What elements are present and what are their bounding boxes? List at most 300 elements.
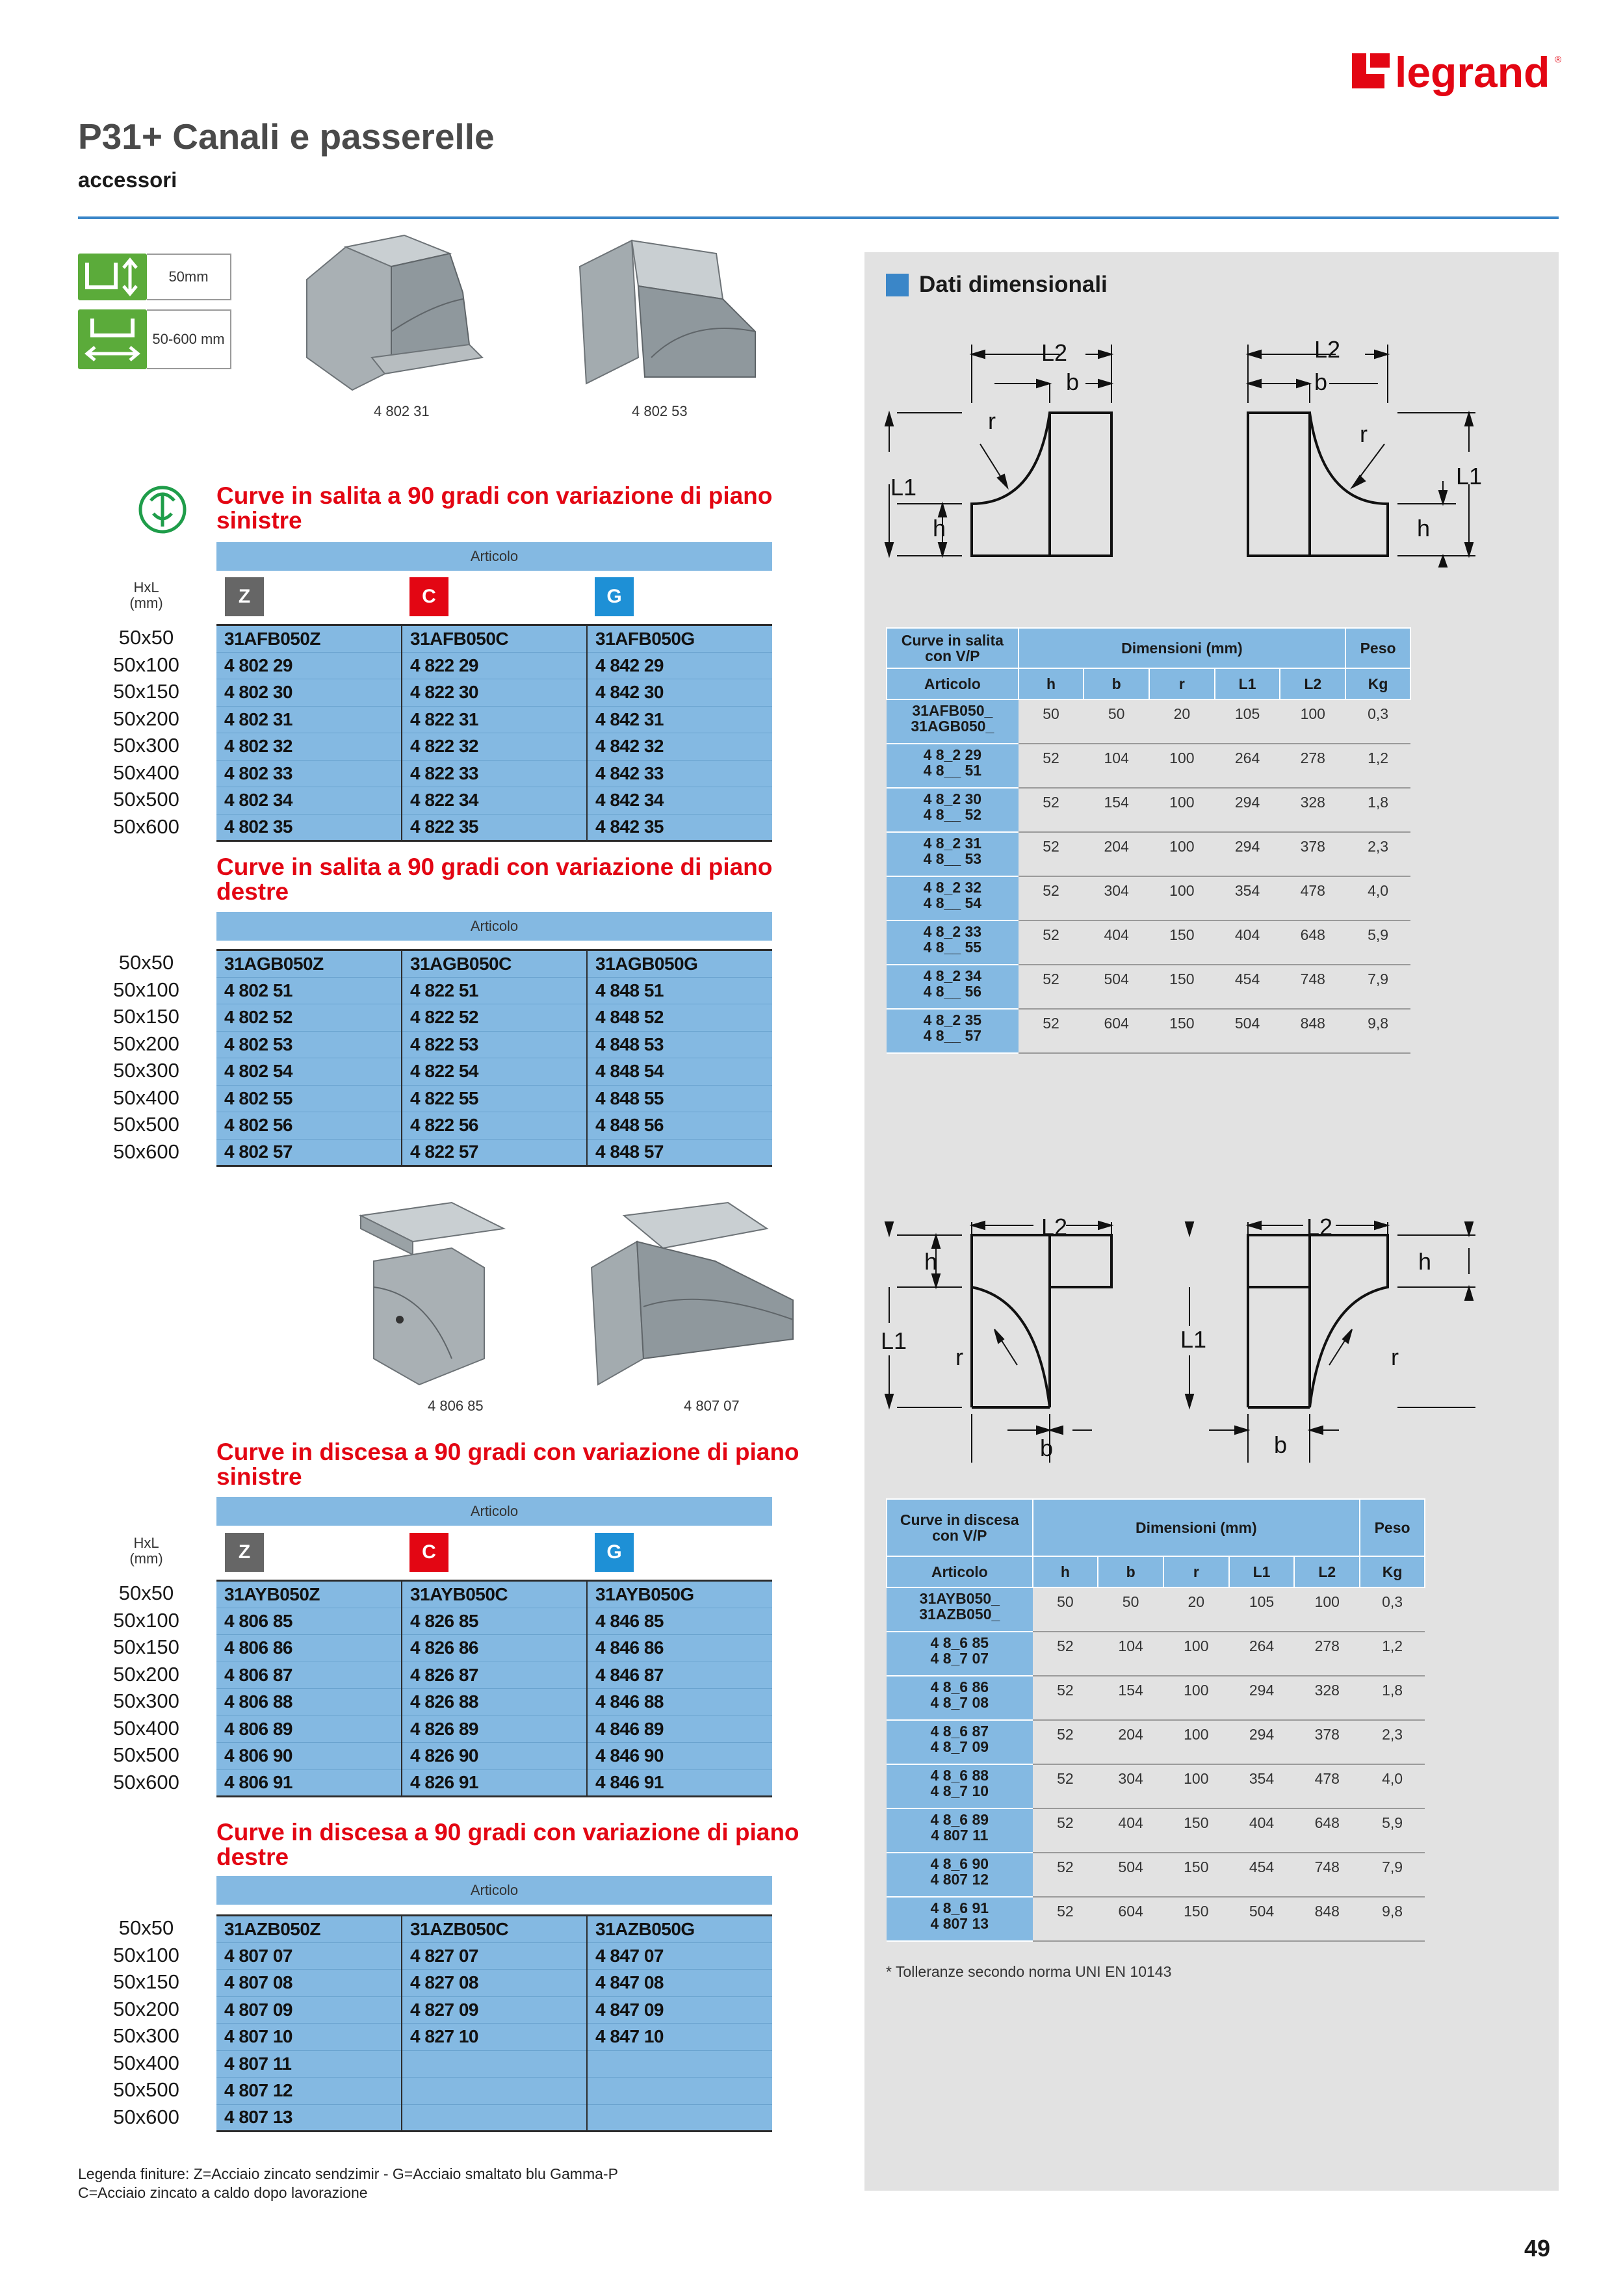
height-spec (78, 254, 231, 300)
article-cell (887, 699, 1019, 744)
table-row (216, 1662, 772, 1689)
dim-cell: 50 (1084, 699, 1149, 744)
table-row (216, 2050, 772, 2078)
code-cell: 4 842 33 (587, 760, 772, 787)
code-cell: 4 846 85 (587, 1608, 772, 1635)
finish-legend (78, 2165, 618, 2202)
dim-cell: 52 (1033, 1632, 1098, 1676)
width-spec (78, 309, 231, 369)
code-cell: 4 807 08 (216, 1970, 402, 1997)
page-subtitle: accessori (78, 168, 177, 192)
table-row (216, 1996, 772, 2024)
col-header: Peso (1345, 628, 1410, 668)
size-cell: 50x500 (113, 1113, 179, 1136)
height-icon (78, 254, 147, 300)
article-code: 4 8_2 30 (923, 790, 982, 807)
code-cell: 31AFB050C (402, 625, 587, 653)
dim-cell: 52 (1033, 1853, 1098, 1897)
code-cell: 4 842 35 (587, 814, 772, 841)
dim-cell: 404 (1098, 1808, 1163, 1853)
width-label: 50-600 mm (147, 309, 231, 369)
image-caption: 4 807 07 (684, 1398, 740, 1414)
size-cell: 50x300 (113, 2024, 179, 2047)
article-code: 4 8_6 90 (930, 1855, 989, 1872)
product-image-4-807-07 (572, 1190, 806, 1398)
col-subheader: h (1033, 1556, 1098, 1587)
weight-cell: 1,2 (1360, 1632, 1425, 1676)
dim-cell: 100 (1149, 832, 1215, 876)
article-code: 4 8_6 91 (930, 1899, 989, 1916)
size-column (88, 1914, 205, 2130)
table-row (216, 1635, 772, 1662)
article-cell (887, 1009, 1019, 1053)
dim-label: L2 (1041, 339, 1068, 366)
article-code: 4 8__ 52 (923, 806, 982, 823)
size-cell: 50x600 (113, 1770, 179, 1794)
table-row (887, 1764, 1425, 1808)
code-cell: 4 822 55 (402, 1085, 587, 1112)
article-cell (887, 1808, 1033, 1853)
finish-z-badge: Z (225, 1533, 264, 1572)
code-cell: 4 827 10 (402, 2024, 587, 2051)
code-cell: 4 802 57 (216, 1139, 402, 1166)
articolo-header: Articolo (216, 1876, 772, 1905)
code-cell: 4 848 57 (587, 1139, 772, 1166)
dim-cell: 294 (1229, 1720, 1295, 1764)
dim-cell: 378 (1294, 1720, 1360, 1764)
code-cell: 4 822 35 (402, 814, 587, 841)
table-row (216, 1715, 772, 1743)
code-cell: 4 848 55 (587, 1085, 772, 1112)
tolerance-note: * Tolleranze secondo norma UNI EN 10143 (886, 1963, 1172, 1980)
finish-z-badge: Z (225, 577, 264, 616)
code-cell: 4 822 57 (402, 1139, 587, 1166)
article-code: 4 8_2 33 (923, 923, 982, 940)
code-cell (402, 2104, 587, 2132)
dim-cell: 648 (1294, 1808, 1360, 1853)
section-title-discesa-sinistre: Curve in discesa a 90 gradi con variazione di piano sinistre (216, 1439, 799, 1490)
panel-title (886, 272, 1108, 298)
size-column (88, 1580, 205, 1795)
article-code: 4 8_7 09 (930, 1738, 989, 1755)
article-cell (887, 744, 1019, 788)
dim-cell: 52 (1019, 744, 1084, 788)
weight-cell: 2,3 (1360, 1720, 1425, 1764)
size-cell: 50x200 (113, 1032, 179, 1055)
dim-label: b (1274, 1431, 1288, 1458)
dim-cell: 52 (1019, 788, 1084, 832)
dim-cell: 404 (1215, 920, 1280, 965)
article-code: 4 8_2 34 (923, 967, 982, 984)
size-cell: 50x150 (113, 1636, 179, 1658)
dim-cell: 150 (1163, 1897, 1229, 1941)
dim-cell: 100 (1280, 699, 1345, 744)
code-cell: 4 846 89 (587, 1715, 772, 1743)
weight-cell: 5,9 (1345, 920, 1410, 965)
table-row (887, 832, 1410, 876)
article-code: 4 8_6 86 (930, 1678, 989, 1695)
code-cell: 4 842 31 (587, 706, 772, 733)
size-column (88, 949, 205, 1165)
size-cell: 50x500 (113, 788, 179, 811)
table-row (887, 1676, 1425, 1720)
table-row (887, 920, 1410, 965)
col-subheader: L1 (1229, 1556, 1295, 1587)
dim-label: L2 (1306, 1214, 1333, 1240)
size-cell: 50x150 (113, 680, 179, 703)
dim-cell: 504 (1084, 965, 1149, 1009)
code-cell: 4 848 54 (587, 1058, 772, 1086)
dim-cell: 100 (1149, 744, 1215, 788)
weight-cell: 4,0 (1360, 1764, 1425, 1808)
square-bullet-icon (886, 274, 909, 296)
dim-cell: 52 (1019, 920, 1084, 965)
code-cell: 4 827 07 (402, 1942, 587, 1970)
article-code: 4 8__ 54 (923, 894, 982, 911)
code-cell: 4 842 29 (587, 652, 772, 679)
table-row (887, 1587, 1425, 1632)
dim-cell: 150 (1149, 920, 1215, 965)
article-cell (887, 1897, 1033, 1941)
table-row (216, 2078, 772, 2105)
code-cell: 31AYB050G (587, 1581, 772, 1608)
article-code: 4 8_7 10 (930, 1782, 989, 1799)
article-code: 4 8__ 57 (923, 1027, 982, 1044)
code-cell: 4 806 89 (216, 1715, 402, 1743)
dim-label: b (1066, 369, 1080, 395)
section-title-salita-sinistre: Curve in salita a 90 gradi con variazione di piano sinistre (216, 482, 773, 534)
code-cell: 4 826 88 (402, 1689, 587, 1716)
dim-cell: 328 (1294, 1676, 1360, 1720)
table-row (216, 1139, 772, 1166)
code-cell: 4 846 90 (587, 1743, 772, 1770)
weight-cell: 9,8 (1360, 1897, 1425, 1941)
table-row (216, 1031, 772, 1058)
table-row (216, 977, 772, 1004)
table-header-row (887, 1499, 1425, 1556)
table-row (887, 1720, 1425, 1764)
table-row (216, 760, 772, 787)
code-cell: 4 806 86 (216, 1635, 402, 1662)
weight-cell: 7,9 (1360, 1853, 1425, 1897)
size-cell: 50x600 (113, 2105, 179, 2128)
finish-c-badge: C (409, 577, 448, 616)
dim-cell: 648 (1280, 920, 1345, 965)
dim-cell: 50 (1019, 699, 1084, 744)
dim-cell: 304 (1084, 876, 1149, 920)
section-title-discesa-destre: Curve in discesa a 90 gradi con variazione di piano destre (216, 1819, 799, 1870)
table-row (216, 814, 772, 841)
code-cell: 4 826 86 (402, 1635, 587, 1662)
weight-cell: 1,2 (1345, 744, 1410, 788)
dim-cell: 52 (1033, 1897, 1098, 1941)
article-code: 31AZB050_ (919, 1606, 1000, 1623)
table-row (216, 787, 772, 815)
table-row (216, 1112, 772, 1140)
weight-cell: 1,8 (1345, 788, 1410, 832)
weight-cell: 4,0 (1345, 876, 1410, 920)
product-image-4-806-85 (335, 1190, 530, 1398)
code-cell: 4 802 53 (216, 1031, 402, 1058)
dim-label: h (1418, 1248, 1432, 1275)
code-cell: 4 806 88 (216, 1689, 402, 1716)
size-cell: 50x300 (113, 1689, 179, 1712)
code-table-salita-sinistre (216, 624, 772, 842)
table-row (216, 1689, 772, 1716)
code-cell: 4 847 08 (587, 1970, 772, 1997)
image-caption: 4 806 85 (428, 1398, 484, 1414)
code-cell: 4 807 10 (216, 2024, 402, 2051)
code-cell: 4 846 87 (587, 1662, 772, 1689)
table-row (216, 1608, 772, 1635)
dim-cell: 604 (1098, 1897, 1163, 1941)
dimension-table-discesa (886, 1498, 1425, 1942)
dim-cell: 100 (1294, 1587, 1360, 1632)
size-cell: 50x400 (113, 2051, 179, 2074)
code-cell: 4 802 52 (216, 1004, 402, 1032)
code-cell: 4 802 29 (216, 652, 402, 679)
col-subheader: h (1019, 668, 1084, 699)
weight-cell: 0,3 (1360, 1587, 1425, 1632)
table-row (216, 1058, 772, 1086)
code-cell (587, 2078, 772, 2105)
article-code: 4 8_6 88 (930, 1767, 989, 1784)
code-cell: 4 822 52 (402, 1004, 587, 1032)
size-cell: 50x300 (113, 734, 179, 757)
article-cell (887, 920, 1019, 965)
table-row (887, 1009, 1410, 1053)
table-row (887, 1808, 1425, 1853)
size-cell: 50x50 (118, 1582, 174, 1604)
article-cell (887, 1587, 1033, 1632)
height-label: 50mm (147, 254, 231, 300)
dim-cell: 52 (1019, 1009, 1084, 1053)
article-code: 4 8_7 07 (930, 1650, 989, 1667)
article-cell (887, 1764, 1033, 1808)
dim-label: r (988, 408, 996, 434)
dim-cell: 848 (1280, 1009, 1345, 1053)
table-row (216, 950, 772, 978)
code-cell: 31AFB050Z (216, 625, 402, 653)
col-subheader: Articolo (887, 668, 1019, 699)
dim-cell: 454 (1215, 965, 1280, 1009)
article-cell (887, 876, 1019, 920)
table-row (887, 965, 1410, 1009)
dim-cell: 52 (1033, 1764, 1098, 1808)
dim-cell: 404 (1229, 1808, 1295, 1853)
size-cell: 50x400 (113, 1716, 179, 1740)
code-cell: 4 807 07 (216, 1942, 402, 1970)
code-cell: 4 846 86 (587, 1635, 772, 1662)
dim-cell: 100 (1163, 1764, 1229, 1808)
size-column (88, 624, 205, 840)
dim-cell: 52 (1033, 1676, 1098, 1720)
dim-label: r (955, 1344, 963, 1370)
dim-cell: 20 (1163, 1587, 1229, 1632)
size-cell: 50x50 (118, 1916, 174, 1939)
dim-cell: 504 (1215, 1009, 1280, 1053)
dim-cell: 104 (1098, 1632, 1163, 1676)
table-row (216, 1942, 772, 1970)
dim-cell: 294 (1215, 788, 1280, 832)
code-cell: 31AZB050G (587, 1916, 772, 1943)
code-cell: 4 848 52 (587, 1004, 772, 1032)
page-title: P31+ Canali e passerelle (78, 116, 495, 157)
dim-cell: 52 (1019, 876, 1084, 920)
code-cell: 4 822 51 (402, 977, 587, 1004)
table-row (216, 706, 772, 733)
col-subheader: L2 (1294, 1556, 1360, 1587)
weight-cell: 2,3 (1345, 832, 1410, 876)
dim-cell: 278 (1294, 1632, 1360, 1676)
code-cell: 31AGB050C (402, 950, 587, 978)
dim-cell: 105 (1229, 1587, 1295, 1632)
dim-cell: 150 (1149, 965, 1215, 1009)
code-cell: 4 822 31 (402, 706, 587, 733)
dim-label: L2 (1314, 336, 1341, 363)
dim-cell: 100 (1149, 876, 1215, 920)
dim-label: h (933, 515, 946, 541)
dim-cell: 748 (1294, 1853, 1360, 1897)
dim-label: L1 (881, 1327, 907, 1354)
dim-cell: 52 (1019, 832, 1084, 876)
table-row (887, 1853, 1425, 1897)
code-table-salita-destre (216, 949, 772, 1167)
size-cell: 50x600 (113, 1140, 179, 1163)
code-cell: 4 826 90 (402, 1743, 587, 1770)
dim-label: b (1314, 369, 1328, 395)
dim-cell: 504 (1098, 1853, 1163, 1897)
size-cell: 50x50 (118, 951, 174, 974)
table-row (216, 2024, 772, 2051)
table-row (216, 625, 772, 653)
code-cell: 4 846 88 (587, 1689, 772, 1716)
table-row (216, 679, 772, 707)
code-cell: 4 802 34 (216, 787, 402, 815)
product-image-4-802-53 (560, 228, 781, 403)
size-cell: 50x400 (113, 1086, 179, 1109)
size-cell: 50x200 (113, 707, 179, 730)
code-cell: 4 802 56 (216, 1112, 402, 1140)
code-cell: 4 848 53 (587, 1031, 772, 1058)
dim-cell: 604 (1084, 1009, 1149, 1053)
legend-line: C=Acciaio zincato a caldo dopo lavorazione (78, 2184, 368, 2201)
dim-label: L1 (1180, 1326, 1207, 1353)
dim-label: r (1360, 421, 1368, 447)
dim-label: L1 (890, 474, 917, 501)
code-cell: 31AZB050C (402, 1916, 587, 1943)
dim-label: L1 (1456, 463, 1483, 489)
dim-label: b (1040, 1435, 1054, 1461)
table-row (216, 733, 772, 761)
article-cell (887, 832, 1019, 876)
article-code: 31AFB050_ (912, 702, 993, 719)
code-cell: 4 822 56 (402, 1112, 587, 1140)
table-subheader-row (887, 1556, 1425, 1587)
code-cell: 4 826 89 (402, 1715, 587, 1743)
table-header-row (887, 628, 1410, 668)
size-cell: 50x500 (113, 1743, 179, 1766)
weight-cell: 7,9 (1345, 965, 1410, 1009)
code-cell: 4 802 30 (216, 679, 402, 707)
size-cell: 50x100 (113, 1943, 179, 1966)
col-subheader: L1 (1215, 668, 1280, 699)
code-cell: 31AYB050C (402, 1581, 587, 1608)
image-caption: 4 802 31 (374, 403, 430, 419)
table-row (216, 652, 772, 679)
code-cell: 31AGB050Z (216, 950, 402, 978)
dim-cell: 52 (1033, 1808, 1098, 1853)
article-code: 4 8__ 53 (923, 850, 982, 867)
finish-c-badge: C (409, 1533, 448, 1572)
code-cell: 4 827 08 (402, 1970, 587, 1997)
code-cell: 4 822 32 (402, 733, 587, 761)
article-code: 4 8_2 35 (923, 1011, 982, 1028)
size-cell: 50x100 (113, 978, 179, 1001)
articolo-header: Articolo (216, 542, 772, 571)
code-cell: 4 822 30 (402, 679, 587, 707)
articolo-header: Articolo (216, 912, 772, 941)
table-row (887, 1632, 1425, 1676)
code-cell: 4 806 85 (216, 1608, 402, 1635)
code-cell: 4 847 09 (587, 1996, 772, 2024)
code-cell (402, 2078, 587, 2105)
table-row (887, 699, 1410, 744)
code-cell: 4 826 87 (402, 1662, 587, 1689)
col-subheader: r (1149, 668, 1215, 699)
image-caption: 4 802 53 (632, 403, 688, 419)
article-code: 4 8__ 56 (923, 983, 982, 1000)
article-code: 4 8_2 31 (923, 835, 982, 852)
finish-g-badge: G (595, 1533, 634, 1572)
code-cell: 4 822 29 (402, 652, 587, 679)
code-cell: 4 822 53 (402, 1031, 587, 1058)
size-cell: 50x300 (113, 1059, 179, 1082)
article-code: 4 807 12 (930, 1871, 989, 1888)
dim-cell: 328 (1280, 788, 1345, 832)
code-cell: 4 848 56 (587, 1112, 772, 1140)
code-cell (402, 2050, 587, 2078)
dim-cell: 100 (1163, 1720, 1229, 1764)
dim-cell: 264 (1215, 744, 1280, 788)
code-cell: 31AYB050Z (216, 1581, 402, 1608)
table-row (216, 1769, 772, 1797)
code-cell (587, 2050, 772, 2078)
article-code: 31AYB050_ (919, 1590, 1000, 1607)
code-cell: 4 842 34 (587, 787, 772, 815)
diagram-discesa (871, 1209, 1547, 1469)
size-cell: 50x100 (113, 653, 179, 676)
brand-wordmark: legrand (1395, 48, 1550, 96)
weight-cell: 5,9 (1360, 1808, 1425, 1853)
dim-label: r (1391, 1344, 1399, 1370)
col-subheader: L2 (1280, 668, 1345, 699)
code-cell (587, 2104, 772, 2132)
code-cell: 4 822 33 (402, 760, 587, 787)
svg-text:®: ® (1555, 54, 1562, 64)
dim-cell: 150 (1149, 1009, 1215, 1053)
code-cell: 4 826 85 (402, 1608, 587, 1635)
certification-icon (136, 481, 188, 538)
dim-cell: 278 (1280, 744, 1345, 788)
size-cell: 50x150 (113, 1005, 179, 1028)
col-header: Peso (1360, 1499, 1425, 1556)
dim-cell: 848 (1294, 1897, 1360, 1941)
dim-cell: 204 (1098, 1720, 1163, 1764)
dim-cell: 50 (1033, 1587, 1098, 1632)
dim-cell: 204 (1084, 832, 1149, 876)
article-code: 31AGB050_ (911, 718, 994, 735)
